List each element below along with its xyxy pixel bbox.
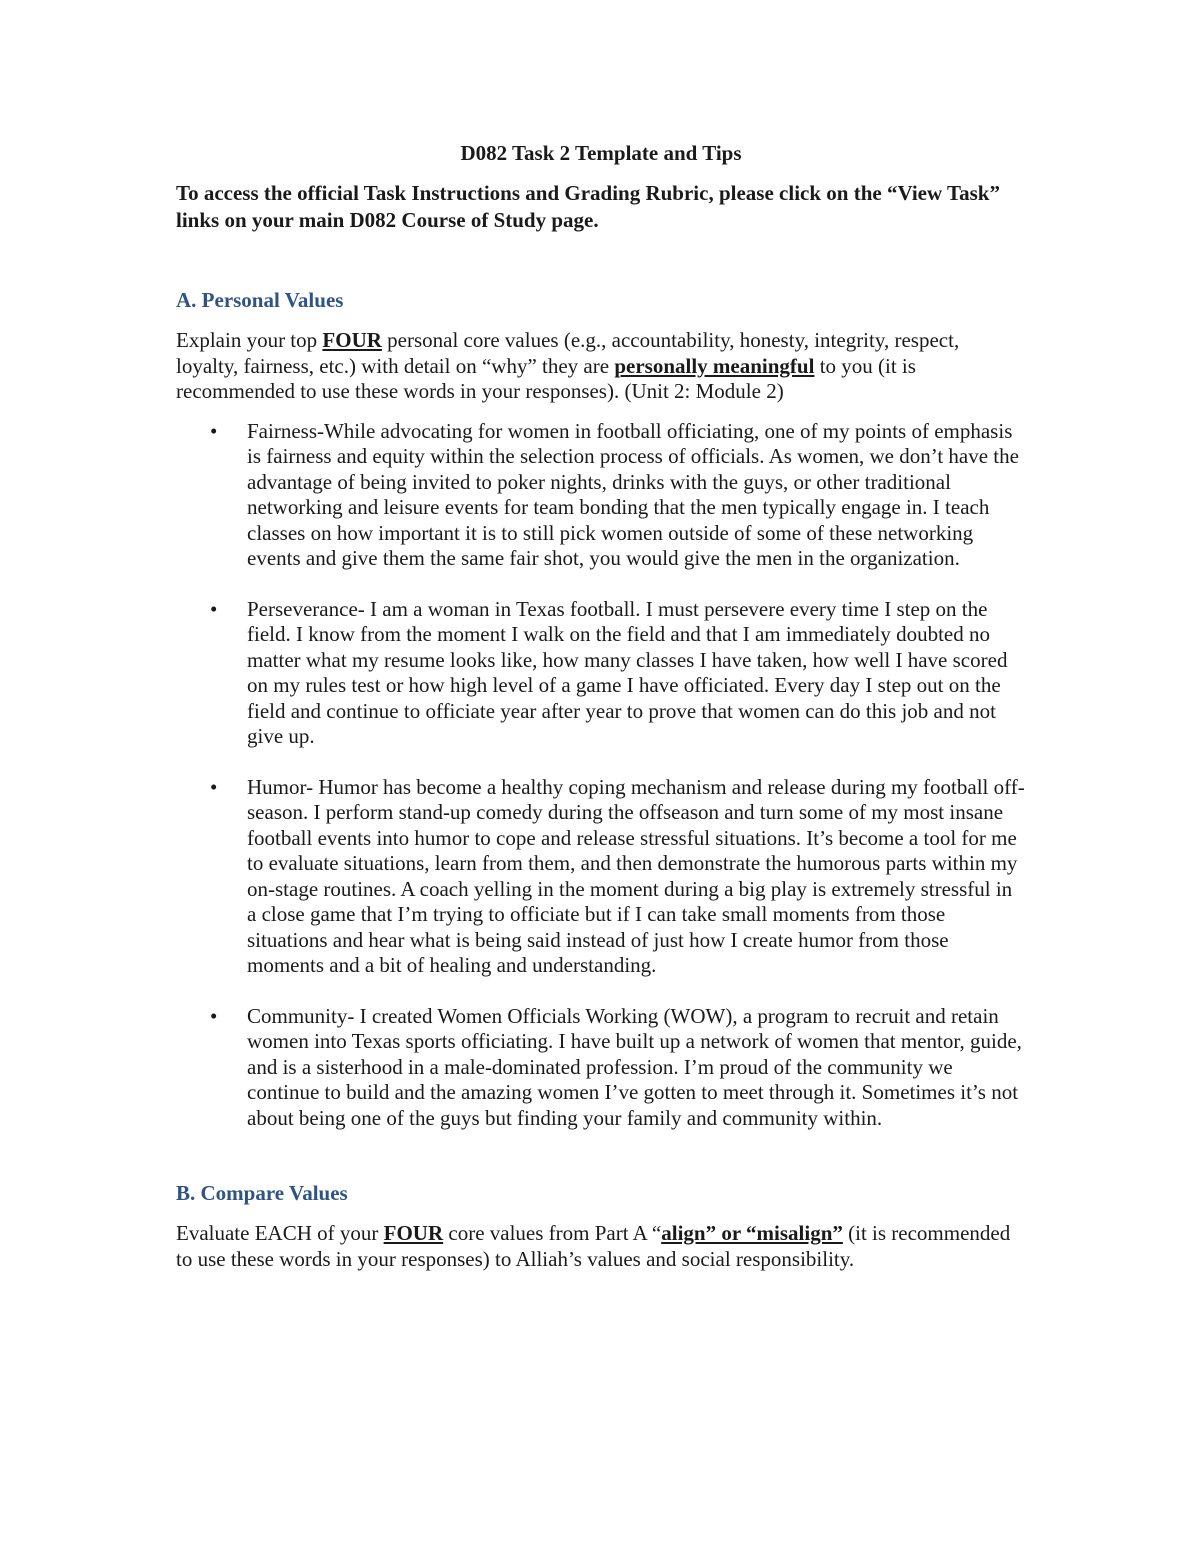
value-text: Community- I created Women Officials Working (WOW), a program to recruit and retain women into Texas sports officiating. I have built up a network of women that mentor, guide, and is a sisterhood in a male-dominated profession. I’m proud of the community we continue to build and the amazing women I’ve gotten to meet through it. Sometimes it’s not about being one of the guys but finding your family and community within.: [247, 1003, 1022, 1130]
section-a-intro-text-3: to you (it is recommended to use these words in your responses). (Unit 2: Module 2): [176, 353, 916, 403]
value-text: Humor- Humor has become a healthy coping mechanism and release during my football off-season. I perform stand-up comedy during the offseason and turn some of my most insane football events into humor to cope and release stressful situations. It’s become a tool for me to evaluate situations, learn from them, and then demonstrate the humorous parts within my on-stage routines. A coach yelling in the moment during a big play is extremely stressful in a close game that I’m trying to officiate but if I can take small moments from those situations and hear what is being said instead of just how I create humor from those moments and a bit of healing and understanding.: [247, 774, 1025, 977]
value-item-humor: [176, 775, 1026, 979]
section-b-intro-text-1: Evaluate EACH of your: [176, 1221, 384, 1245]
value-text: Perseverance- I am a woman in Texas football. I must persevere every time I step on the field. I know from the moment I walk on the field and that I am immediately doubted no matter what my resume looks like, how many classes I have taken, how well I have scored on my rules test or how high level of a game I have officiated. Every day I step out on the field and continue to officiate year after year to prove that women can do this job and not give up.: [247, 596, 1008, 748]
bullet-icon: •: [210, 774, 218, 799]
value-item-fairness: [176, 419, 1026, 572]
bullet-icon: •: [210, 1003, 218, 1028]
section-a-intro-text-2: personal core values (e.g., accountability, honesty, integrity, respect, loyalty, fairness, etc.) with detail on “why” they are: [176, 328, 960, 378]
document-title: D082 Task 2 Template and Tips: [460, 141, 742, 165]
access-instructions-note: To access the official Task Instructions and Grading Rubric, please click on the “View Task” links on your main D082 Course of Study page.: [176, 181, 1000, 232]
section-a-intro: [176, 328, 1026, 405]
section-a-intro-emphasis-four: FOUR: [322, 328, 382, 352]
document-page: [176, 138, 1026, 1272]
bullet-icon: •: [210, 418, 218, 443]
bullet-icon: •: [210, 596, 218, 621]
section-b-intro-emphasis-align: align” or “misalign”: [661, 1221, 843, 1245]
section-a-intro-emphasis-meaningful: personally meaningful: [614, 353, 815, 378]
section-a-heading: A. Personal Values: [176, 288, 344, 312]
section-b-intro-emphasis-four: FOUR: [383, 1221, 444, 1245]
core-values-list: [176, 419, 1026, 1132]
value-item-community: [176, 1004, 1026, 1132]
value-text: Fairness-While advocating for women in football officiating, one of my points of emphasis is fairness and equity within the selection process of officials. As women, we don’t have the advantage of being invited to poker nights, drinks with the guys, or other traditional networking and leisure events for team bonding that the men typically engage in. I teach classes on how important it is to still pick women outside of some of these networking events and give them the same fair shot, you would give the men in the organization.: [247, 418, 1019, 570]
section-b-intro: [176, 1221, 1026, 1272]
section-b-intro-text-2: core values from Part A “: [443, 1221, 662, 1245]
section-a-intro-text-1: Explain your top: [176, 328, 323, 352]
section-b-heading: B. Compare Values: [176, 1181, 348, 1205]
section-b-intro-text-3: (it is recommended to use these words in your responses) to Alliah’s values and social responsibility.: [176, 1221, 1011, 1271]
value-item-perseverance: [176, 597, 1026, 750]
